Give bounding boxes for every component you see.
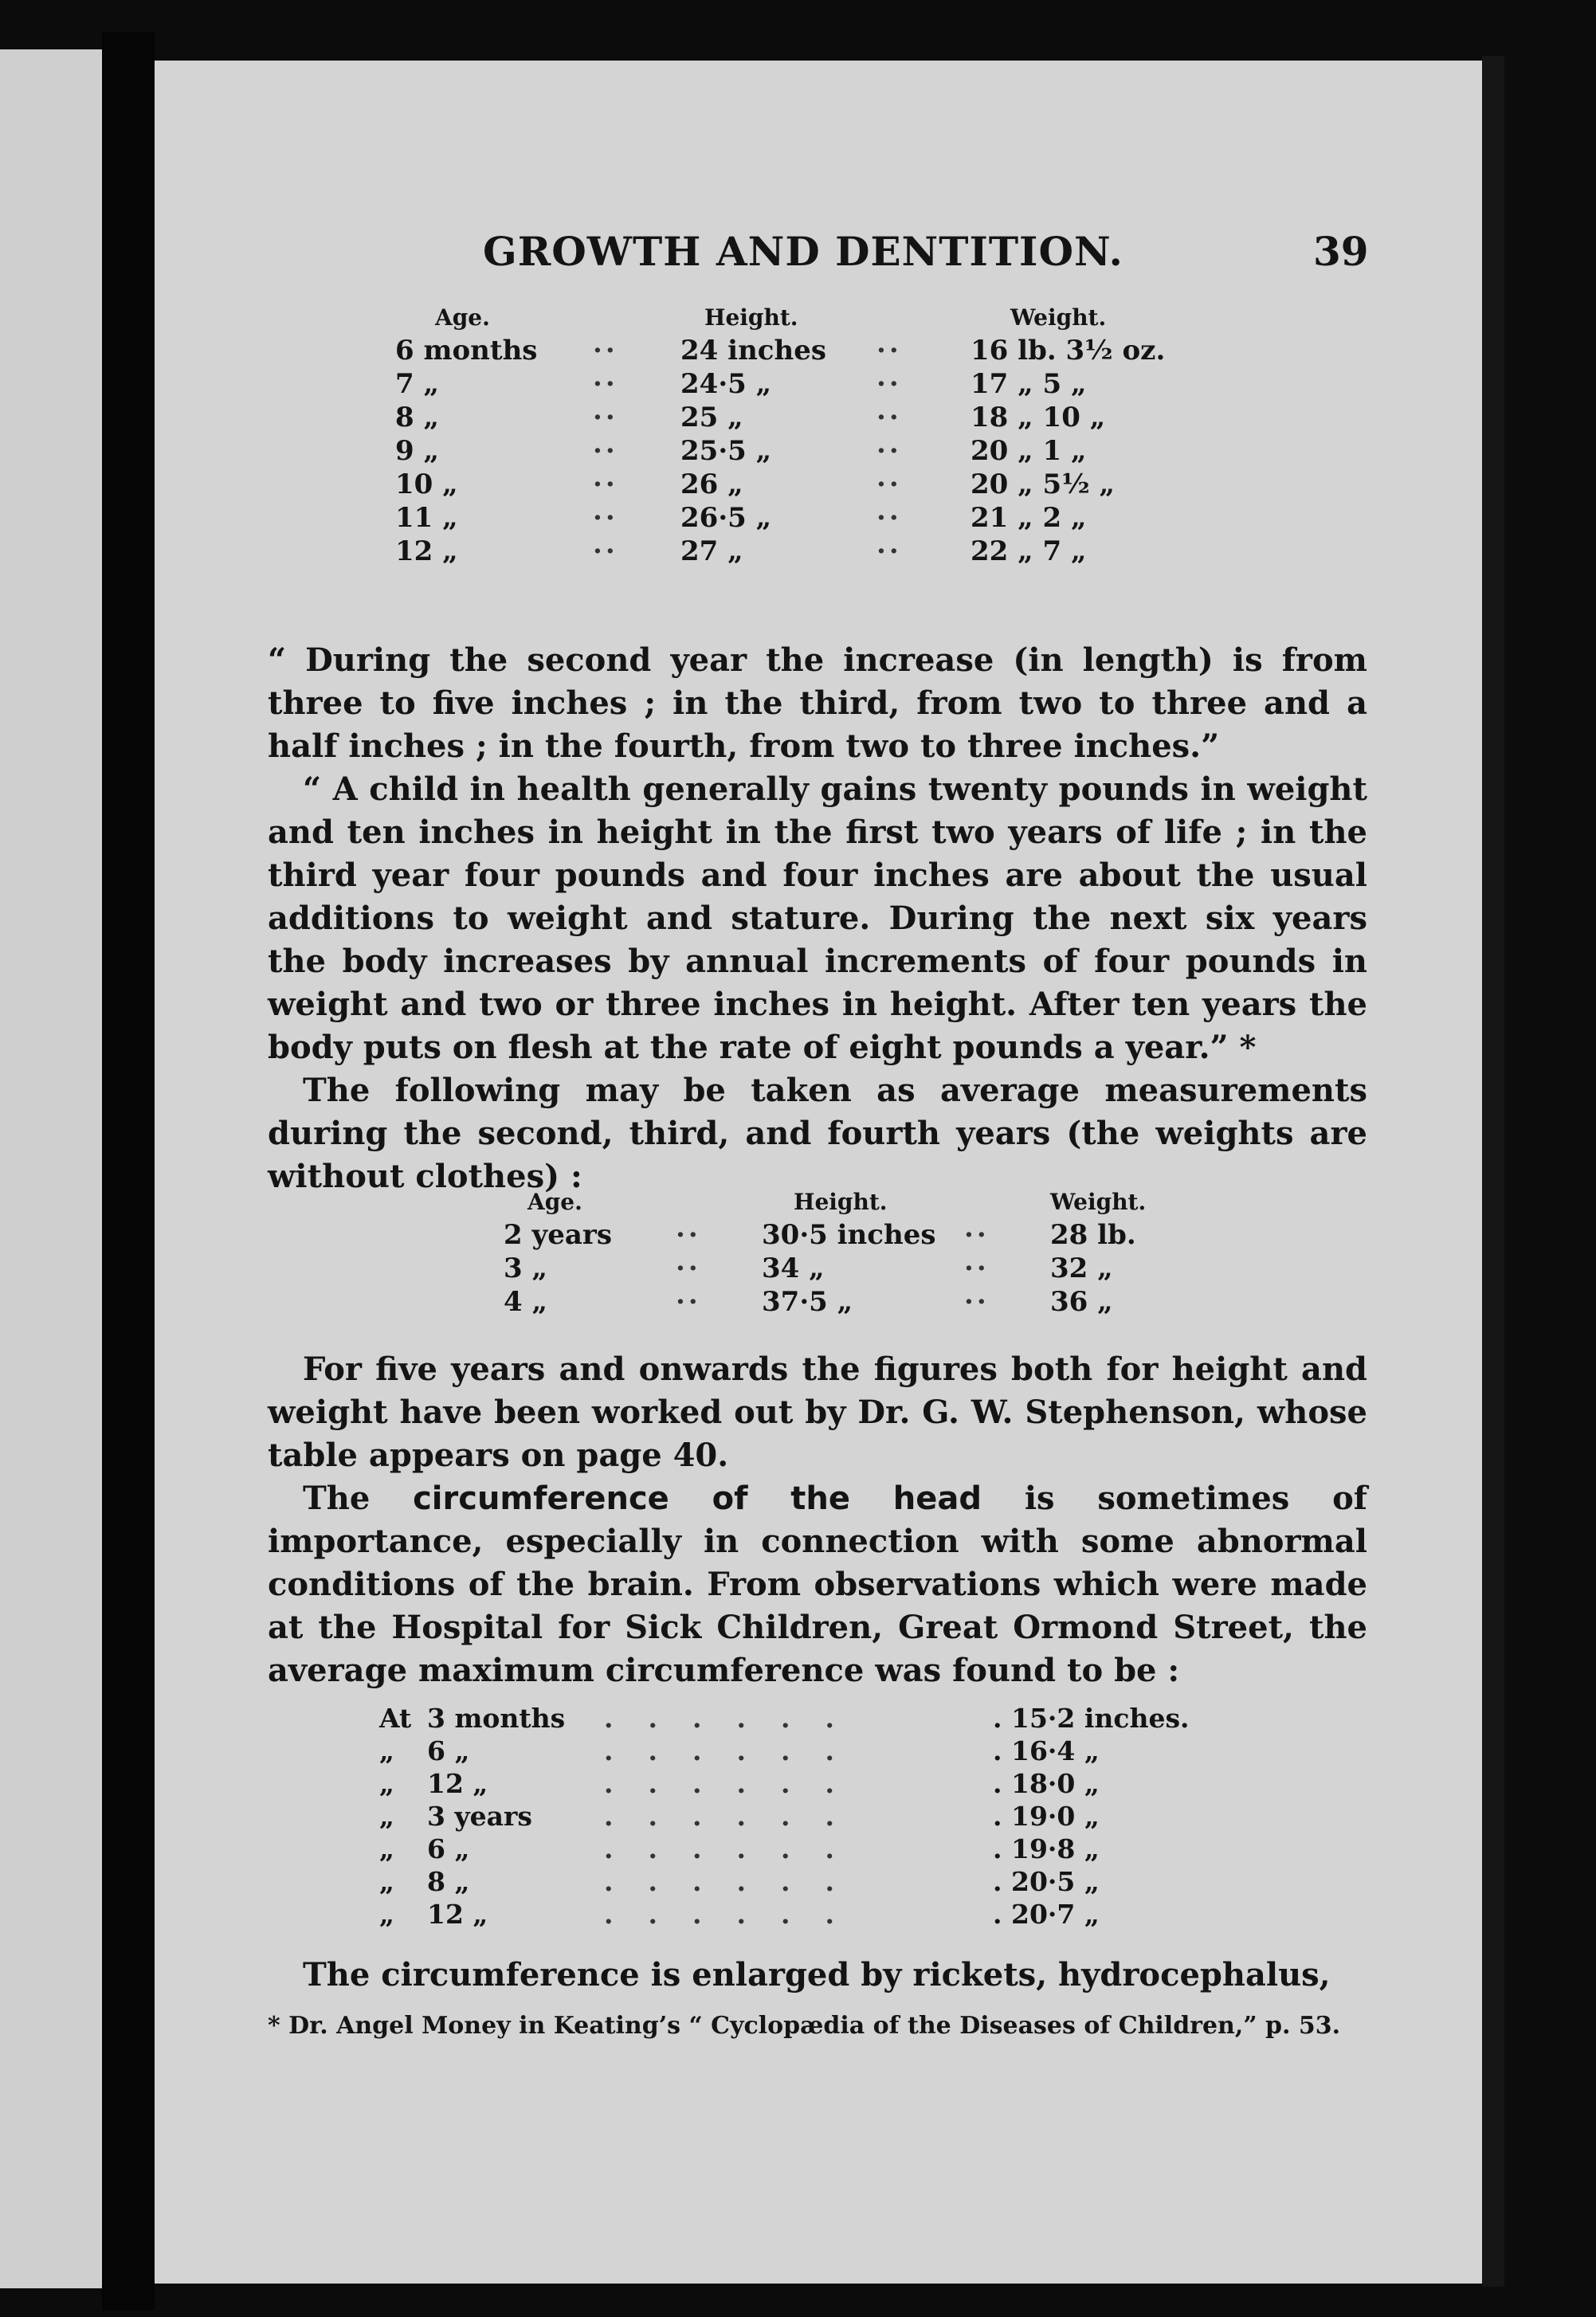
- cell-leader: ··: [593, 502, 618, 534]
- cell-age: 3 years: [427, 1801, 532, 1832]
- growth-table-first-year: [395, 304, 1170, 568]
- cell-leader: ··: [876, 468, 902, 500]
- cell-circumference: . 16·4 „: [993, 1735, 1100, 1766]
- table-row: [395, 468, 1170, 501]
- cell-weight: 17 „ 5 „: [971, 368, 1087, 400]
- table-row: [395, 401, 1170, 434]
- table-row: [395, 535, 1170, 568]
- cell-leader: ··: [964, 1253, 990, 1284]
- cell-age: 3 „: [504, 1253, 548, 1284]
- cell-weight: 28 lb.: [1050, 1219, 1136, 1251]
- cell-leader: ··: [676, 1219, 701, 1251]
- table-row: [379, 1800, 1190, 1833]
- cell-height: 26·5 „: [680, 502, 772, 534]
- table-row: [504, 1218, 1178, 1252]
- cell-leader: ··: [593, 402, 618, 433]
- table-row: [379, 1735, 1190, 1767]
- page-edge-shadow: [1482, 56, 1504, 2287]
- cell-leader: ......: [604, 1899, 869, 1930]
- cell-leader: ··: [593, 368, 618, 400]
- cell-leader: ··: [593, 435, 618, 467]
- body-text-block-2: [268, 1348, 1367, 1692]
- col-header-height: Height.: [704, 304, 798, 331]
- col-spacer: [876, 304, 971, 334]
- cell-age: 7 „: [395, 368, 440, 400]
- cell-height: 34 „: [762, 1253, 825, 1284]
- paragraph-rest: is sometimes of importance, especially in connection with some abnormal conditions of the brain. From observations which were made at the Hospital for Sick Children, Great Ormond Street, the average maximum circumference was found to be :: [268, 1480, 1367, 1689]
- cell-age: 12 „: [395, 535, 458, 567]
- cell-circumference: . 20·5 „: [993, 1866, 1100, 1897]
- table-row: [395, 434, 1170, 468]
- cell-weight: 22 „ 7 „: [971, 535, 1087, 567]
- page-number: 39: [1313, 228, 1369, 275]
- cell-leader: ··: [876, 435, 902, 467]
- cell-height: 37·5 „: [762, 1286, 853, 1318]
- col-spacer: [676, 1189, 762, 1218]
- cell-leader: ··: [676, 1286, 701, 1318]
- cell-age: 9 „: [395, 435, 440, 467]
- cell-weight: 20 „ 1 „: [971, 435, 1087, 467]
- cell-leader: ··: [876, 368, 902, 400]
- cell-leader: ··: [593, 335, 618, 367]
- cell-height: 25·5 „: [680, 435, 772, 467]
- cell-age: 12 „: [427, 1899, 488, 1930]
- cell-height: 25 „: [680, 402, 743, 433]
- cell-height: 24 inches: [680, 335, 826, 367]
- table-row: [379, 1767, 1190, 1800]
- cell-age: 3 months: [427, 1703, 566, 1734]
- body-text-block-3: [268, 1954, 1367, 1997]
- cell-circumference: . 19·0 „: [993, 1801, 1100, 1832]
- cell-prefix: „: [379, 1866, 394, 1897]
- cell-age: 6 „: [427, 1735, 470, 1766]
- table-header-row: [504, 1189, 1178, 1218]
- cell-weight: 32 „: [1050, 1253, 1113, 1284]
- cell-prefix: „: [379, 1801, 394, 1832]
- cell-circumference: . 20·7 „: [993, 1899, 1100, 1930]
- cell-prefix: „: [379, 1768, 394, 1799]
- cell-age: 8 „: [427, 1866, 470, 1897]
- table-row: [379, 1833, 1190, 1865]
- emphasis-circumference-of-the-head: circumference of the head: [413, 1480, 982, 1517]
- cell-age: 4 „: [504, 1286, 548, 1318]
- table-row: [504, 1285, 1178, 1319]
- cell-age: 2 years: [504, 1219, 612, 1251]
- cell-weight: 18 „ 10 „: [971, 402, 1106, 433]
- cell-age: 11 „: [395, 502, 458, 534]
- paragraph-child-health: “ A child in health generally gains twenty pounds in weight and ten inches in height in the first two years of life ; in the third year four pounds and four inches are about the usual additions to weight and stature. During the next six years the body increases by annual increments of four pounds in weight and two or three inches in height. After ten years the body puts on flesh at the rate of eight pounds a year.” *: [268, 770, 1367, 1066]
- cell-weight: 20 „ 5½ „: [971, 468, 1116, 500]
- body-text-block-1: [268, 639, 1367, 1198]
- cell-leader: ......: [604, 1703, 869, 1734]
- cell-prefix: „: [379, 1833, 394, 1864]
- col-spacer: [964, 1189, 1050, 1218]
- paragraph-second-year: “ During the second year the increase (in length) is from three to five inches ; in the third, from two to three and a half inches ; in the fourth, from two to three inches.”: [268, 641, 1367, 765]
- cell-leader: ··: [964, 1219, 990, 1251]
- paragraph-average-measurements: The following may be taken as average measurements during the second, third, and fourth years (the weights are without clothes) :: [268, 1072, 1367, 1195]
- cell-leader: ··: [876, 402, 902, 433]
- paragraph-stephenson-table: For five years and onwards the figures both for height and weight have been worked out by Dr. G. W. Stephenson, whose table appears on page 40.: [268, 1351, 1367, 1474]
- paragraph-lead: The: [303, 1480, 414, 1517]
- col-header-age: Age.: [527, 1189, 582, 1215]
- cell-height: 26 „: [680, 468, 743, 500]
- cell-circumference: . 15·2 inches.: [993, 1703, 1190, 1734]
- cell-leader: ··: [876, 535, 902, 567]
- cell-age: 8 „: [395, 402, 440, 433]
- cell-circumference: . 19·8 „: [993, 1833, 1100, 1864]
- footnote: [268, 2009, 1367, 2043]
- cell-leader: ··: [676, 1253, 701, 1284]
- cell-height: 30·5 inches: [762, 1219, 936, 1251]
- table-row: [379, 1865, 1190, 1898]
- cell-weight: 36 „: [1050, 1286, 1113, 1318]
- col-header-weight: Weight.: [1010, 304, 1107, 331]
- col-header-weight: Weight.: [1050, 1189, 1147, 1215]
- cell-age: 6 months: [395, 335, 538, 367]
- col-spacer: [593, 304, 680, 334]
- cell-leader: ......: [604, 1833, 869, 1864]
- cell-prefix: At: [379, 1703, 412, 1734]
- table-row: [395, 501, 1170, 535]
- table-row: [395, 367, 1170, 401]
- table-row: [504, 1252, 1178, 1285]
- running-head: [268, 220, 1367, 300]
- book-gutter: [102, 32, 155, 2311]
- cell-weight: 21 „ 2 „: [971, 502, 1087, 534]
- running-title: GROWTH AND DENTITION.: [483, 228, 1123, 275]
- paragraph-head-circumference: [268, 1477, 1367, 1692]
- col-header-height: Height.: [794, 1189, 888, 1215]
- cell-leader: ··: [876, 502, 902, 534]
- cell-height: 27 „: [680, 535, 743, 567]
- cell-age: 12 „: [427, 1768, 488, 1799]
- facing-page-edge: [0, 49, 102, 2288]
- cell-leader: ......: [604, 1768, 869, 1799]
- cell-prefix: „: [379, 1735, 394, 1766]
- cell-leader: ··: [593, 468, 618, 500]
- table-row: [379, 1898, 1190, 1931]
- paragraph-closing: The circumference is enlarged by rickets, hydrocephalus,: [303, 1956, 1331, 1994]
- cell-height: 24·5 „: [680, 368, 772, 400]
- cell-prefix: „: [379, 1899, 394, 1930]
- cell-age: 10 „: [395, 468, 458, 500]
- table-header-row: [395, 304, 1170, 334]
- cell-leader: ......: [604, 1801, 869, 1832]
- cell-circumference: . 18·0 „: [993, 1768, 1100, 1799]
- cell-leader: ··: [593, 535, 618, 567]
- table-row: [379, 1702, 1190, 1735]
- col-header-age: Age.: [435, 304, 490, 331]
- cell-leader: ··: [876, 335, 902, 367]
- cell-leader: ··: [964, 1286, 990, 1318]
- footnote-text: * Dr. Angel Money in Keating’s “ Cyclopædia of the Diseases of Children,” p. 53.: [268, 2012, 1341, 2040]
- cell-leader: ......: [604, 1866, 869, 1897]
- cell-leader: ......: [604, 1735, 869, 1766]
- book-page: [155, 61, 1482, 2284]
- cell-weight: 16 lb. 3½ oz.: [971, 335, 1166, 367]
- growth-table-later-years: [504, 1189, 1178, 1319]
- cell-age: 6 „: [427, 1833, 470, 1864]
- table-row: [395, 334, 1170, 367]
- head-circumference-table: [379, 1702, 1190, 1931]
